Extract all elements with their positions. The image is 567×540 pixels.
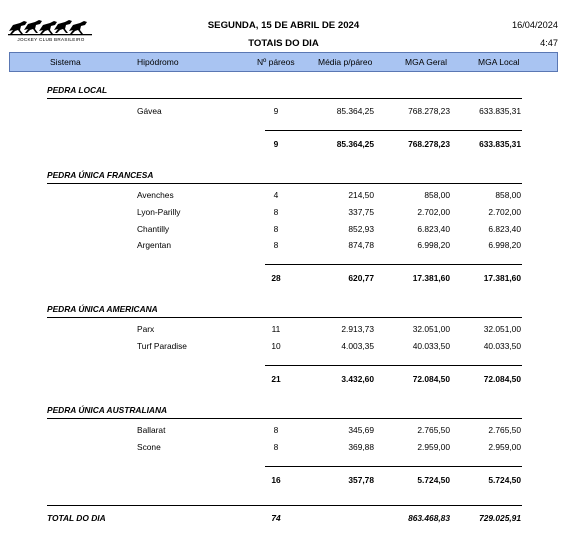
row-media: 345,69 [348,425,374,435]
subtotal-mga-local: 17.381,60 [483,273,521,283]
row-media: 852,93 [348,224,374,234]
report-subtitle: TOTAIS DO DIA [248,38,319,49]
section-title: PEDRA ÚNICA FRANCESA [47,170,154,180]
subtotal-pareos: 28 [271,273,281,283]
row-mga-geral: 6.998,20 [417,240,450,250]
row-pareos: 4 [273,190,279,200]
row-mga-geral: 2.959,00 [417,442,450,452]
column-header-bar [9,52,558,72]
logo-text: JOCKEY CLUB BRASILEIRO [17,37,85,42]
subtotal-rule [265,264,522,265]
subtotal-pareos: 9 [273,139,279,149]
section-rule [47,317,522,318]
subtotal-mga-local: 633.835,31 [479,139,521,149]
row-mga-geral: 6.823,40 [417,224,450,234]
row-pareos: 10 [271,341,281,351]
row-hipodromo: Parx [137,324,155,334]
row-hipodromo: Lyon-Parilly [137,207,181,217]
report-title: SEGUNDA, 15 DE ABRIL DE 2024 [207,20,360,31]
row-mga-local: 6.823,40 [488,224,521,234]
row-media: 337,75 [348,207,374,217]
subtotal-media: 85.364,25 [336,139,374,149]
row-mga-geral: 32.051,00 [412,324,450,334]
row-pareos: 8 [273,207,279,217]
total-mga-local: 729.025,91 [479,513,521,523]
section-rule [47,418,522,419]
report-date: 16/04/2024 [512,20,558,30]
row-media: 369,88 [348,442,374,452]
row-pareos: 9 [273,106,279,116]
section-title: PEDRA ÚNICA AUSTRALIANA [47,405,168,415]
subtotal-rule [265,466,522,467]
row-media: 2.913,73 [341,324,374,334]
row-mga-geral: 40.033,50 [412,341,450,351]
subtotal-mga-geral: 768.278,23 [408,139,450,149]
row-pareos: 8 [273,240,279,250]
column-header-hipodromo: Hipódromo [137,57,179,67]
section-rule [47,183,522,184]
subtotal-pareos: 21 [271,374,281,384]
subtotal-mga-geral: 5.724,50 [417,475,450,485]
row-hipodromo: Turf Paradise [137,341,187,351]
subtotal-rule [265,365,522,366]
total-rule [47,505,522,506]
row-media: 85.364,25 [336,106,374,116]
column-header-mga-geral: MGA Geral [405,57,448,67]
row-hipodromo: Scone [137,442,161,452]
row-mga-local: 6.998,20 [488,240,521,250]
subtotal-mga-local: 72.084,50 [483,374,521,384]
total-label: TOTAL DO DIA [47,513,106,523]
subtotal-mga-geral: 17.381,60 [412,273,450,283]
total-pareos: 74 [271,513,281,523]
row-hipodromo: Argentan [137,240,171,250]
column-header-media: Média p/páreo [318,57,373,67]
row-mga-geral: 2.702,00 [417,207,450,217]
row-hipodromo: Avenches [137,190,174,200]
section-title: PEDRA LOCAL [47,85,108,95]
row-mga-local: 858,00 [495,190,521,200]
subtotal-mga-geral: 72.084,50 [412,374,450,384]
row-mga-local: 2.765,50 [488,425,521,435]
row-mga-geral: 768.278,23 [408,106,450,116]
row-hipodromo: Chantilly [137,224,170,234]
total-mga-geral: 863.468,83 [408,513,450,523]
section-title: PEDRA ÚNICA AMERICANA [47,304,158,314]
subtotal-media: 620,77 [348,273,374,283]
row-mga-local: 40.033,50 [483,341,521,351]
row-mga-local: 32.051,00 [483,324,521,334]
subtotal-media: 3.432,60 [341,374,374,384]
column-header-pareos: Nº páreos [257,57,295,67]
row-mga-geral: 2.765,50 [417,425,450,435]
row-mga-local: 2.959,00 [488,442,521,452]
subtotal-mga-local: 5.724,50 [488,475,521,485]
section-rule [47,98,522,99]
subtotal-pareos: 16 [271,475,281,485]
row-media: 4.003,35 [341,341,374,351]
report-time: 4:47 [540,38,558,48]
row-media: 214,50 [348,190,374,200]
row-mga-local: 2.702,00 [488,207,521,217]
row-media: 874,78 [348,240,374,250]
row-mga-geral: 858,00 [424,190,450,200]
row-hipodromo: Gávea [137,106,162,116]
column-header-mga-local: MGA Local [478,57,520,67]
row-hipodromo: Ballarat [137,425,166,435]
row-pareos: 8 [273,425,279,435]
subtotal-media: 357,78 [348,475,374,485]
column-header-sistema: Sistema [50,57,81,67]
row-mga-local: 633.835,31 [479,106,521,116]
row-pareos: 8 [273,442,279,452]
subtotal-rule [265,130,522,131]
row-pareos: 8 [273,224,279,234]
row-pareos: 11 [271,324,281,334]
